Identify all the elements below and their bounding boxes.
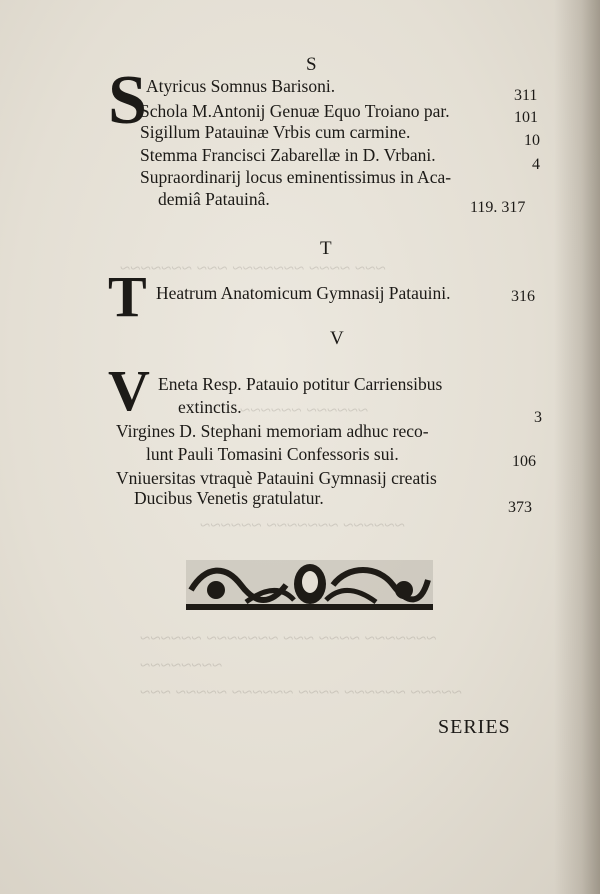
- dropcap-s: S: [108, 62, 147, 139]
- show-through-text: ~~~~~ ~~~~~~ ~~~~ ~~~~~~ ~~~~~ ~~~: [140, 682, 462, 703]
- entry-page: 311: [514, 87, 538, 104]
- dropcap-v: V: [108, 358, 150, 423]
- entry-page: 373: [508, 499, 532, 516]
- entry-page: 106: [512, 453, 536, 470]
- show-through-text: ~~~~~~ ~~~~~~~ ~~~~~~: [200, 515, 405, 536]
- show-through-text: ~~~ ~~~~ ~~~~~~~ ~~~ ~~~~~~~: [120, 258, 386, 279]
- entry-text: Virgines D. Stephani memoriam adhuc reco-: [116, 421, 429, 441]
- entry-text: Stemma Francisci Zabarellæ in D. Vrbani.: [140, 145, 436, 165]
- show-through-text: ~~~~~~~~: [140, 655, 223, 676]
- entry-page: 4: [532, 156, 540, 173]
- show-through-text: ~~~~~~~ ~~~~ ~~~ ~~~~~~~ ~~~~~~: [140, 628, 437, 649]
- entry-text: Heatrum Anatomicum Gymnasij Patauini.: [156, 283, 451, 303]
- entry-text: Vniuersitas vtraquè Patauini Gymnasij creatis: [116, 468, 437, 488]
- entry-page: 101: [514, 109, 538, 126]
- section-letter-v: V: [330, 328, 345, 349]
- entry-page: 10: [524, 132, 540, 149]
- entry-page: 3: [534, 409, 542, 426]
- entry-text: extinctis.: [178, 397, 242, 417]
- page-gutter-shadow: [554, 0, 600, 894]
- entry-text: demiâ Patauinâ.: [158, 189, 270, 209]
- catchword: SERIES: [438, 716, 511, 738]
- entry-page: 316: [511, 288, 535, 305]
- entry-text: Sigillum Patauinæ Vrbis cum carmine.: [140, 122, 411, 142]
- entry-text: Atyricus Somnus Barisoni.: [146, 76, 336, 96]
- section-letter-s: S: [306, 54, 318, 75]
- entry-page: 119. 317: [470, 199, 526, 216]
- section-letter-t: T: [320, 238, 333, 259]
- entry-text: Eneta Resp. Patauio potitur Carriensibus: [158, 374, 443, 394]
- headpiece-ornament-icon: [186, 560, 433, 610]
- entry-text: Supraordinarij locus eminentissimus in Aca-: [140, 167, 452, 187]
- dropcap-t: T: [108, 264, 147, 329]
- entry-text: Schola M.Antonij Genuæ Equo Troiano par.: [140, 101, 450, 121]
- entry-text: Ducibus Venetis gratulatur.: [134, 488, 324, 508]
- entry-text: lunt Pauli Tomasini Confessoris sui.: [146, 444, 399, 464]
- show-through-text: ~~~~~~ ~~~~~~: [240, 400, 369, 421]
